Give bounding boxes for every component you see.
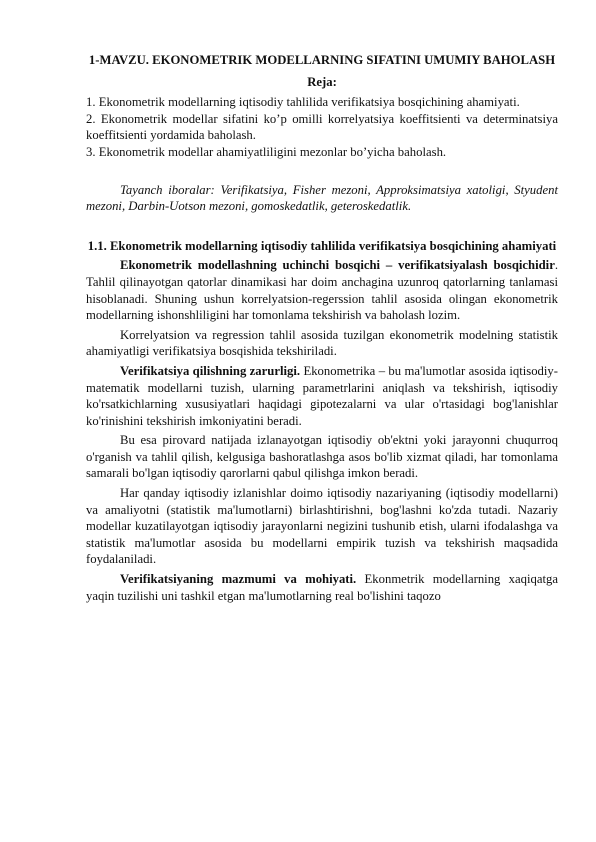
plan-item: 1. Ekonometrik modellarning iqtisodiy tahlilida verifikatsiya bosqichining ahamiyati. [86,95,520,110]
paragraph-text: . Tahlil qilinayotgan qatorlar dinamikasi har doim anchagina uzunroq qatorlarning tanlamasi hisoblanadi. Shuning ushun korrelyatsion-regerssion tahlil asosida olingan ekonometrik modellarning ishonshliligini har tomonlama tekshirish va baholash lozim. [86,258,558,323]
body-paragraph [86,363,558,429]
document-page [86,52,558,607]
paragraph-text: Ekonometrika – bu ma'lumotlar asosida iqtisodiy-matematik modellarni tuzish, ularning parametrlarini aniqlash va tekshirish, iqtisodiy ko'rsatkichlarning xususiyatlari haqidagi gipotezalarni va ular o'rtasidagi bog'lanishlar ko'rinishini tekshirish imkoniyatini beradi. [86,363,558,428]
section-title: 1.1. Ekonometrik modellarning iqtisodiy tahlilida verifikatsiya bosqichining ahamiyati [87,238,557,253]
body-paragraph [86,327,558,360]
body-paragraph [86,432,558,482]
paragraph-lead: Verifikatsiya qilishning zarurligi. [120,363,301,378]
keywords-paragraph: Tayanch iboralar: Verifikatsiya, Fisher mezoni, Approksimatsiya xatoligi, Styudent mezoni, Darbin-Uotson mezoni, gomoskedatlik, geteroskedatlik. [86,182,558,214]
paragraph-text: Bu esa pirovard natijada izlanayotgan iqtisodiy ob'ektni yoki jarayonni chuqurroq o'rganish va tahlil qilish, kelgusiga bashoratlashga asos bo'lib xizmat qiladi, har tomonlama samarali bo'lgan iqtisodiy qarorlarni qabul qilishga imkon beradi. [86,433,558,481]
body-paragraph [86,571,558,604]
body-paragraph [86,257,558,323]
paragraph-lead: Ekonometrik modellashning uchinchi bosqichi – verifikatsiyalash bosqichidir [120,258,555,273]
plan-heading: Reja: [307,74,337,89]
plan-list [86,94,558,160]
document-title: 1-MAVZU. EKONOMETRIK MODELLARNING SIFATINI UMUMIY BAHOLASH [88,53,556,67]
plan-item: 3. Ekonometrik modellar ahamiyatliligini mezonlar bo’yicha baholash. [86,144,447,159]
paragraph-text: Har qanday iqtisodiy izlanishlar doimo iqtisodiy nazariyaning (iqtisodiy modellarni) va amaliyotni (statistik ma'lumotlarni) birlashtirishni, bog'lashni ko'zda tutadi. Nazariy modellar kuzatilayotgan iqtisodiy jarayonlarni negizini tushunib etish, ularni ifodalashga va statistik ma'lumotlar asosida bu modellarni empirik tuzish va tekshirish maqsadida foydalaniladi. [86,486,558,567]
body-paragraph [86,485,558,568]
paragraph-lead: Verifikatsiyaning mazmumi va mohiyati. [120,572,357,587]
paragraph-text: Ekonmetrik modellarning xaqiqatga yaqin tuzilishi uni tashkil etgan ma'lumotlarning real bo'lishini taqozo [86,572,558,603]
plan-item: 2. Ekonometrik modellar sifatini ko’p omilli korrelyatsiya koeffitsienti va determinatsiya koeffitsienti yordamida baholash. [86,111,558,143]
paragraph-text: Korrelyatsion va regression tahlil asosida tuzilgan ekonometrik modelning statistik ahamiyatligi verifikatsiya bosqishida tekshiriladi. [86,327,558,359]
